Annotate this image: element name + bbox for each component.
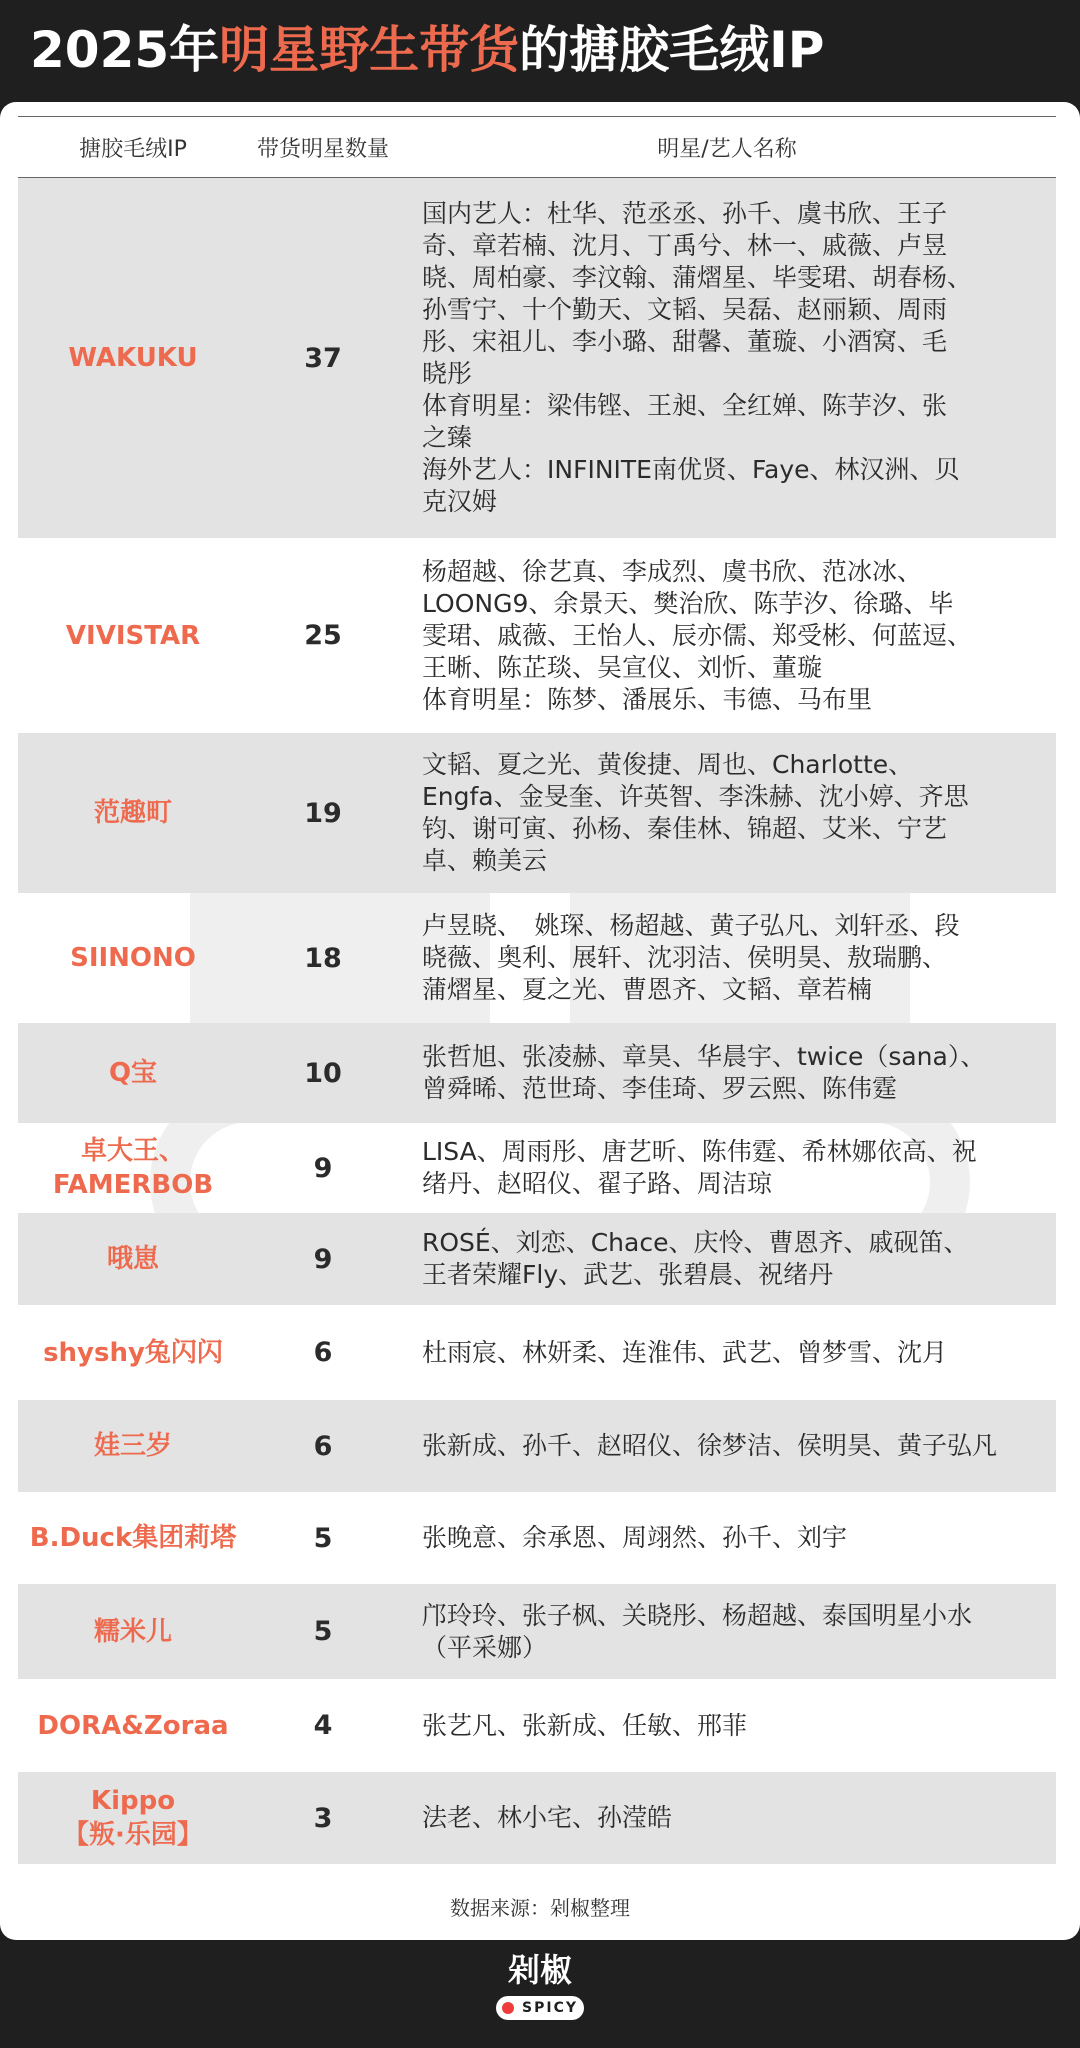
star-count: 25 [304, 620, 342, 651]
star-names-line: LISA、周雨彤、唐艺昕、陈伟霆、希林娜依高、祝 [422, 1137, 977, 1166]
star-names [398, 1710, 1048, 1742]
star-count: 10 [304, 1057, 342, 1089]
star-count: 6 [313, 1337, 333, 1368]
star-names-line: ROSÉ、刘恋、Chace、庆怜、曹恩齐、戚砚笛、 [422, 1228, 969, 1257]
star-names-line: 邝玲玲、张子枫、关晓彤、杨超越、泰国明星小水 [422, 1600, 973, 1630]
star-names-line: 曾舜晞、范世琦、李佳琦、罗云熙、陈伟霆 [422, 1074, 898, 1103]
star-names-line: 卓、赖美云 [422, 846, 548, 875]
star-names-line: 海外艺人：INFINITE南优贤、Faye、林汉洲、贝 [422, 455, 960, 484]
ip-name [18, 1242, 248, 1276]
ip-table [18, 116, 1056, 1864]
star-names-line: 晓彤 [422, 359, 473, 388]
star-count: 19 [304, 797, 342, 829]
ip-name-line: shyshy兔闪闪 [43, 1337, 223, 1368]
ip-name-line: Q宝 [108, 1058, 158, 1088]
ip-name-line: 【叛·乐园】 [63, 1820, 203, 1850]
star-names-line: 钧、谢可寅、孙杨、秦佳林、锦超、艾米、宁艺 [422, 814, 948, 843]
star-count: 4 [313, 1710, 333, 1741]
ip-name-line: WAKUKU [68, 343, 198, 373]
star-names-line: 张艺凡、张新成、任敏、邢菲 [422, 1710, 748, 1740]
star-count: 3 [313, 1802, 333, 1834]
table-row [18, 1123, 1056, 1213]
title-suffix: 的搪胶毛绒IP [519, 21, 825, 79]
table-row [18, 733, 1056, 893]
table-row [18, 1305, 1056, 1400]
ip-name-line: DORA&Zoraa [37, 1710, 229, 1741]
logo-dot-icon [502, 2002, 514, 2014]
ip-name-line: VIVISTAR [65, 620, 201, 651]
star-names [398, 556, 1048, 716]
ip-name [18, 1336, 248, 1370]
star-count: 18 [304, 942, 342, 974]
table-row [18, 1213, 1056, 1305]
star-names-line: LOONG9、余景天、樊治欣、陈芋汐、徐璐、毕 [422, 588, 954, 618]
star-names-line: Engfa、金旻奎、许英智、李洙赫、沈小婷、齐思 [422, 782, 969, 811]
star-count: 9 [313, 1152, 333, 1184]
star-names [398, 1522, 1048, 1554]
ip-name [18, 1615, 248, 1649]
star-names [398, 1136, 1048, 1200]
logo-pill [496, 1996, 584, 2020]
star-count: 5 [313, 1616, 333, 1647]
table-row [18, 893, 1056, 1023]
title-prefix: 2025年 [30, 21, 220, 79]
ip-name-line: 卓大王、 [80, 1136, 185, 1166]
star-names [398, 1041, 1048, 1105]
table-header [18, 116, 1056, 178]
table-row [18, 178, 1056, 538]
logo-pill-text: SPICY [522, 2000, 578, 2016]
ip-name-line: 范趣町 [93, 798, 172, 828]
star-names-line: 张新成、孙千、赵昭仪、徐梦洁、侯明昊、黄子弘凡 [422, 1431, 998, 1460]
logo-text: 剁椒 [507, 1951, 572, 1989]
ip-name [18, 619, 248, 653]
star-names [398, 1337, 1048, 1369]
table-row [18, 1492, 1056, 1584]
star-names [398, 198, 1048, 518]
star-names-line: 绪丹、赵昭仪、翟子路、周洁琼 [422, 1169, 773, 1198]
ip-name-line: SIINONO [70, 943, 196, 973]
content-panel [0, 102, 1080, 1940]
header-count: 带货明星数量 [256, 136, 389, 162]
star-count: 5 [313, 1522, 333, 1554]
spicy-logo [490, 1950, 590, 2035]
star-names-line: 杜雨宸、林妍柔、连淮伟、武艺、曾梦雪、沈月 [422, 1337, 948, 1367]
ip-name-line: 娃三岁 [93, 1431, 172, 1461]
table-row [18, 1023, 1056, 1123]
star-count: 37 [304, 342, 342, 374]
star-names-line: 法老、林小宅、孙滢皓 [422, 1803, 673, 1832]
ip-name-line: 哦崽 [106, 1244, 159, 1274]
star-names-line: 王者荣耀Fly、武艺、张碧晨、祝绪丹 [422, 1260, 834, 1289]
table-row [18, 1772, 1056, 1864]
ip-name-line: FAMERBOB [52, 1170, 214, 1200]
ip-name [18, 796, 248, 830]
star-names-line: 文韬、夏之光、黄俊捷、周也、Charlotte、 [422, 750, 914, 779]
star-names [398, 1227, 1048, 1291]
star-names-line: 克汉姆 [422, 487, 498, 516]
ip-name [18, 941, 248, 975]
star-names-line: 体育明星：梁伟铿、王昶、全红婵、陈芋汐、张 [422, 391, 948, 420]
star-names-line: （平采娜） [422, 1632, 548, 1662]
star-count: 9 [313, 1243, 333, 1275]
table-body [18, 178, 1056, 1864]
ip-name [18, 1709, 248, 1743]
star-names [398, 910, 1048, 1006]
table-row [18, 1400, 1056, 1492]
star-names-line: 彤、宋祖儿、李小璐、甜馨、董璇、小酒窝、毛 [422, 327, 948, 356]
ip-name [18, 1521, 248, 1555]
star-names-line: 雯珺、戚薇、王怡人、辰亦儒、郑受彬、何蓝逗、 [422, 620, 973, 650]
star-names [398, 1430, 1048, 1462]
star-count: 6 [313, 1430, 333, 1462]
star-names-line: 张晚意、余承恩、周翊然、孙千、刘宇 [422, 1523, 848, 1552]
ip-name [18, 1784, 248, 1852]
ip-name-line: Kippo [90, 1786, 176, 1816]
header-names: 明星/艺人名称 [657, 136, 797, 162]
table-row [18, 538, 1056, 733]
star-names-line: 之臻 [422, 423, 473, 452]
star-names [398, 1600, 1048, 1664]
ip-name [18, 1134, 248, 1202]
table-row [18, 1584, 1056, 1679]
star-names-line: 张哲旭、张凌赫、章昊、华晨宇、twice（sana）、 [422, 1042, 986, 1071]
data-source: 数据来源：剁椒整理 [450, 1896, 630, 1920]
ip-name [18, 1429, 248, 1463]
title-accent: 明星野生带货 [219, 21, 520, 79]
ip-name-line: 糯米儿 [93, 1616, 172, 1647]
star-names-line: 晓、周柏豪、李汶翰、蒲熠星、毕雯珺、胡春杨、 [422, 263, 973, 292]
star-names-line: 晓薇、奥利、展轩、沈羽洁、侯明昊、敖瑞鹏、 [422, 943, 948, 972]
star-names-line: 蒲熠星、夏之光、曹恩齐、文韬、章若楠 [422, 975, 873, 1004]
page-title [0, 0, 1080, 100]
star-names-line: 体育明星：陈梦、潘展乐、韦德、马布里 [422, 684, 873, 714]
star-names [398, 1802, 1048, 1834]
header-ip: 搪胶毛绒IP [79, 136, 187, 162]
star-names-line: 奇、章若楠、沈月、丁禹兮、林一、戚薇、卢昱 [422, 231, 948, 260]
ip-name-line: B.Duck集团莉塔 [29, 1523, 237, 1553]
star-names-line: 卢昱晓、 姚琛、杨超越、黄子弘凡、刘轩丞、段 [422, 911, 960, 940]
table-row [18, 1679, 1056, 1772]
star-names-line: 国内艺人：杜华、范丞丞、孙千、虞书欣、王子 [422, 199, 948, 228]
ip-name [18, 341, 248, 375]
star-names-line: 杨超越、徐艺真、李成烈、虞书欣、范冰冰、 [422, 556, 923, 586]
ip-name [18, 1056, 248, 1090]
star-names [398, 749, 1048, 877]
star-names-line: 孙雪宁、十个勤天、文韬、吴磊、赵丽颖、周雨 [422, 295, 948, 324]
star-names-line: 王晰、陈芷琰、吴宣仪、刘忻、董璇 [422, 652, 823, 682]
